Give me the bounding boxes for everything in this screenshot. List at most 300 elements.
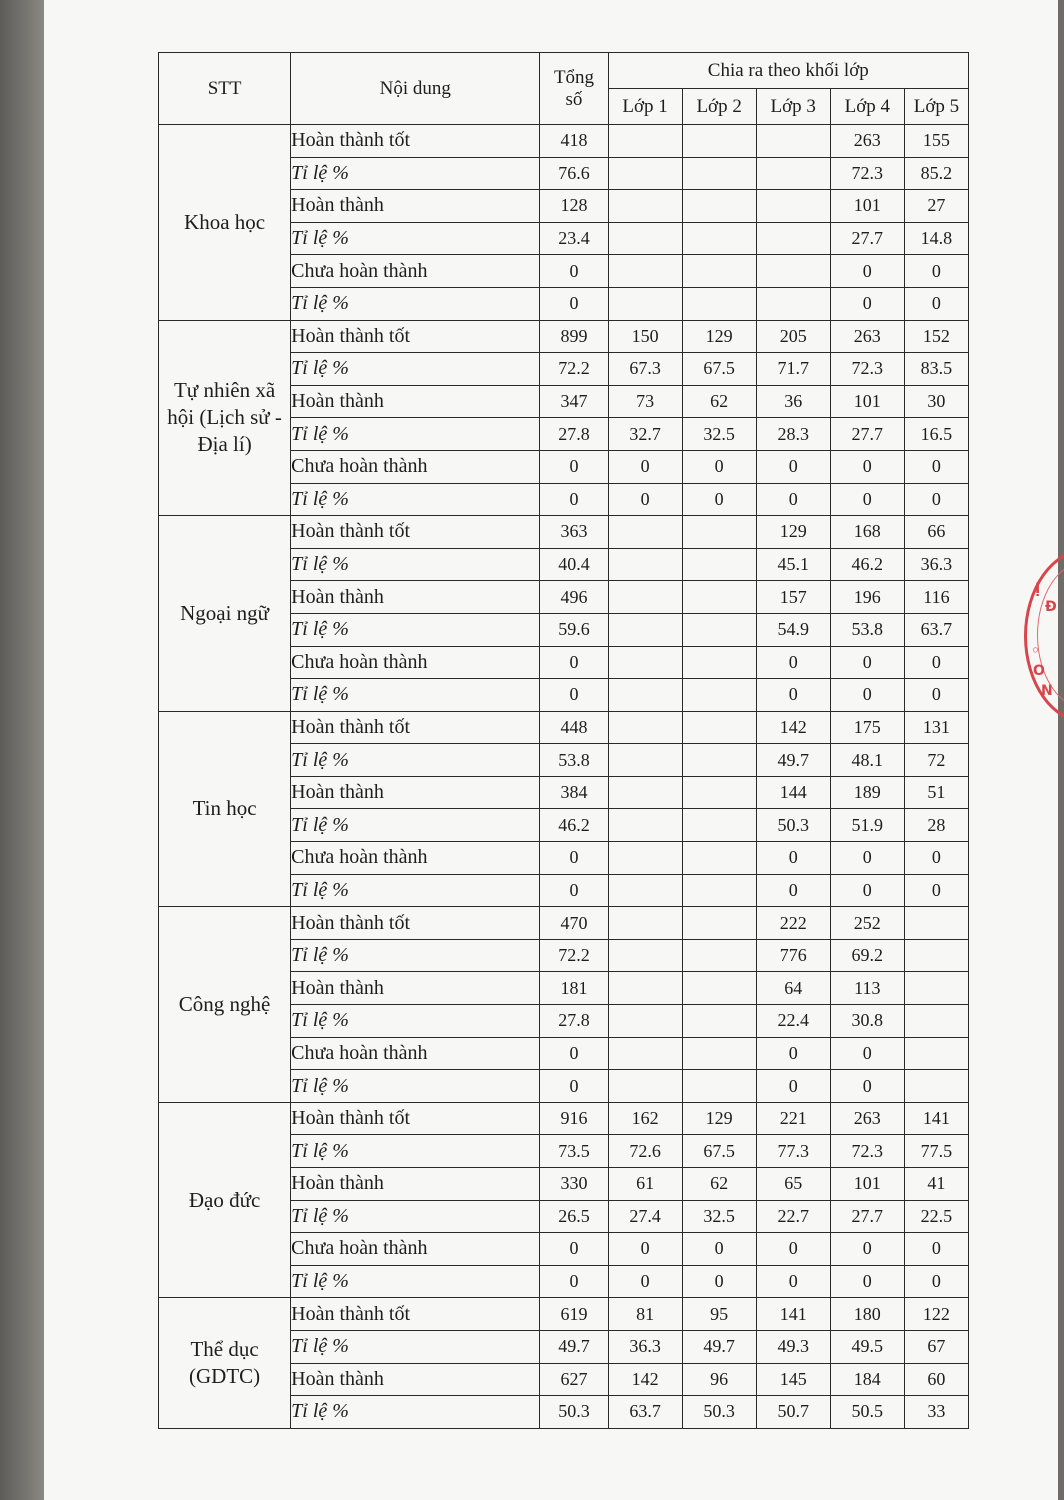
- stamp-glyph: N: [1041, 683, 1053, 699]
- grade-cell: 73: [608, 385, 682, 418]
- grade-cell: 0: [608, 1233, 682, 1266]
- grade-cell: 27: [904, 190, 968, 223]
- grade-cell: 252: [830, 907, 904, 940]
- grade-cell: 36.3: [608, 1330, 682, 1363]
- grade-cell: 0: [904, 1233, 968, 1266]
- grade-cell: 27.4: [608, 1200, 682, 1233]
- grade-cell: [756, 287, 830, 320]
- grade-cell: [608, 809, 682, 842]
- rate-label: Tỉ lệ %: [291, 1396, 540, 1429]
- grade-cell: 72.3: [830, 353, 904, 386]
- criterion-label: Hoàn thành: [291, 972, 540, 1005]
- grade-cell: 72.6: [608, 1135, 682, 1168]
- grade-cell: [608, 516, 682, 549]
- grade-cell: 116: [904, 581, 968, 614]
- grade-cell: 141: [904, 1102, 968, 1135]
- table-body: [159, 125, 969, 1429]
- criterion-label: Hoàn thành tốt: [291, 711, 540, 744]
- rate-label: Tỉ lệ %: [291, 157, 540, 190]
- grade-cell: 67.5: [682, 353, 756, 386]
- grade-cell: 32.5: [682, 1200, 756, 1233]
- grade-cell: [608, 548, 682, 581]
- header-chia-ra: Chia ra theo khối lớp: [608, 53, 968, 89]
- stamp-glyph: ◦: [1031, 643, 1040, 659]
- grade-cell: 77.3: [756, 1135, 830, 1168]
- total-cell: 23.4: [540, 222, 608, 255]
- grade-cell: [904, 972, 968, 1005]
- grade-cell: 0: [830, 842, 904, 875]
- grade-cell: [608, 613, 682, 646]
- grade-cell: 65: [756, 1168, 830, 1201]
- grade-cell: 0: [756, 842, 830, 875]
- grade-cell: 67.5: [682, 1135, 756, 1168]
- grade-cell: [608, 1070, 682, 1103]
- total-cell: 40.4: [540, 548, 608, 581]
- grade-cell: [682, 613, 756, 646]
- rate-label: Tỉ lệ %: [291, 483, 540, 516]
- grade-cell: [608, 679, 682, 712]
- grade-cell: 28.3: [756, 418, 830, 451]
- total-cell: 627: [540, 1363, 608, 1396]
- table-row: [159, 711, 969, 744]
- grade-cell: 51.9: [830, 809, 904, 842]
- grade-cell: 33: [904, 1396, 968, 1429]
- grade-cell: 27.7: [830, 222, 904, 255]
- grade-cell: 46.2: [830, 548, 904, 581]
- grade-cell: [682, 679, 756, 712]
- grade-cell: 72.3: [830, 1135, 904, 1168]
- total-cell: 27.8: [540, 1005, 608, 1038]
- subject-name: Ngoại ngữ: [159, 516, 291, 712]
- grade-cell: 221: [756, 1102, 830, 1135]
- total-cell: 619: [540, 1298, 608, 1331]
- grade-cell: 145: [756, 1363, 830, 1396]
- background-edge: [0, 0, 44, 1500]
- total-cell: 0: [540, 1265, 608, 1298]
- grade-cell: 196: [830, 581, 904, 614]
- total-cell: 0: [540, 874, 608, 907]
- criterion-label: Hoàn thành tốt: [291, 1298, 540, 1331]
- total-cell: 0: [540, 1037, 608, 1070]
- grade-cell: [682, 516, 756, 549]
- grade-cell: 95: [682, 1298, 756, 1331]
- grade-cell: 101: [830, 1168, 904, 1201]
- grade-cell: 0: [904, 646, 968, 679]
- stamp-glyph: Ị: [1035, 581, 1041, 597]
- grade-cell: 45.1: [756, 548, 830, 581]
- grade-cell: 0: [682, 483, 756, 516]
- grade-cell: 64: [756, 972, 830, 1005]
- criterion-label: Hoàn thành: [291, 190, 540, 223]
- total-cell: 448: [540, 711, 608, 744]
- grade-cell: 71.7: [756, 353, 830, 386]
- grade-cell: [904, 907, 968, 940]
- grade-cell: 54.9: [756, 613, 830, 646]
- grade-cell: [756, 125, 830, 158]
- stamp-glyph: O: [1033, 663, 1045, 679]
- grade-cell: [682, 939, 756, 972]
- grade-cell: [682, 907, 756, 940]
- grade-cell: 30.8: [830, 1005, 904, 1038]
- grade-cell: [682, 972, 756, 1005]
- rate-label: Tỉ lệ %: [291, 744, 540, 777]
- grade-cell: 22.5: [904, 1200, 968, 1233]
- grade-cell: 50.5: [830, 1396, 904, 1429]
- grade-cell: 129: [682, 1102, 756, 1135]
- grade-cell: 141: [756, 1298, 830, 1331]
- grade-cell: 27.7: [830, 418, 904, 451]
- grade-cell: 157: [756, 581, 830, 614]
- grade-cell: 61: [608, 1168, 682, 1201]
- grade-cell: 96: [682, 1363, 756, 1396]
- subject-name: Tin học: [159, 711, 291, 907]
- grade-cell: 72: [904, 744, 968, 777]
- grade-cell: 175: [830, 711, 904, 744]
- grade-cell: [608, 744, 682, 777]
- criterion-label: Chưa hoàn thành: [291, 842, 540, 875]
- grade-cell: 0: [904, 1265, 968, 1298]
- table-row: [159, 125, 969, 158]
- grade-cell: 69.2: [830, 939, 904, 972]
- grade-cell: [608, 1005, 682, 1038]
- criterion-label: Chưa hoàn thành: [291, 255, 540, 288]
- total-cell: 0: [540, 287, 608, 320]
- grade-cell: 51: [904, 776, 968, 809]
- grade-cell: 0: [830, 1037, 904, 1070]
- grade-cell: 16.5: [904, 418, 968, 451]
- criterion-label: Hoàn thành tốt: [291, 320, 540, 353]
- total-cell: 50.3: [540, 1396, 608, 1429]
- header-lop-2: Lớp 2: [682, 89, 756, 125]
- grade-cell: 28: [904, 809, 968, 842]
- grade-cell: 0: [756, 679, 830, 712]
- grade-cell: 48.1: [830, 744, 904, 777]
- grade-cell: 129: [756, 516, 830, 549]
- total-cell: 0: [540, 1233, 608, 1266]
- total-cell: 916: [540, 1102, 608, 1135]
- grade-cell: 0: [830, 646, 904, 679]
- grade-cell: 168: [830, 516, 904, 549]
- grade-cell: 0: [904, 287, 968, 320]
- grade-cell: 0: [682, 1265, 756, 1298]
- rate-label: Tỉ lệ %: [291, 939, 540, 972]
- total-cell: 26.5: [540, 1200, 608, 1233]
- grade-cell: 0: [830, 450, 904, 483]
- criterion-label: Hoàn thành: [291, 776, 540, 809]
- rate-label: Tỉ lệ %: [291, 353, 540, 386]
- grade-cell: 101: [830, 385, 904, 418]
- criterion-label: Chưa hoàn thành: [291, 1037, 540, 1070]
- grade-cell: 263: [830, 125, 904, 158]
- criterion-label: Hoàn thành tốt: [291, 1102, 540, 1135]
- criterion-label: Hoàn thành: [291, 1168, 540, 1201]
- grade-cell: [682, 125, 756, 158]
- grade-cell: 0: [756, 1037, 830, 1070]
- grade-cell: 0: [830, 287, 904, 320]
- total-cell: 470: [540, 907, 608, 940]
- grade-cell: 67.3: [608, 353, 682, 386]
- grade-cell: 263: [830, 320, 904, 353]
- rate-label: Tỉ lệ %: [291, 548, 540, 581]
- grade-cell: 49.7: [682, 1330, 756, 1363]
- grade-cell: [682, 744, 756, 777]
- grade-cell: 0: [756, 874, 830, 907]
- grade-cell: [682, 287, 756, 320]
- subject-name: Thể dục (GDTC): [159, 1298, 291, 1428]
- grade-cell: 30: [904, 385, 968, 418]
- grade-cell: [608, 874, 682, 907]
- grade-cell: 189: [830, 776, 904, 809]
- rate-label: Tỉ lệ %: [291, 1265, 540, 1298]
- grade-cell: [682, 776, 756, 809]
- grade-cell: 0: [830, 874, 904, 907]
- header-stt: STT: [159, 53, 291, 125]
- grade-cell: [904, 1037, 968, 1070]
- criterion-label: Hoàn thành tốt: [291, 125, 540, 158]
- stamp-glyph: Đ: [1045, 599, 1057, 615]
- grade-cell: [756, 157, 830, 190]
- grade-cell: 776: [756, 939, 830, 972]
- grade-cell: [682, 1037, 756, 1070]
- grade-cell: 50.3: [682, 1396, 756, 1429]
- grade-cell: 101: [830, 190, 904, 223]
- header-lop-3: Lớp 3: [756, 89, 830, 125]
- total-cell: 0: [540, 679, 608, 712]
- grade-cell: 0: [830, 1233, 904, 1266]
- grade-cell: [682, 1070, 756, 1103]
- grade-cell: 0: [608, 450, 682, 483]
- grade-cell: 144: [756, 776, 830, 809]
- grade-cell: [608, 581, 682, 614]
- grade-cell: 81: [608, 1298, 682, 1331]
- grade-cell: 63.7: [608, 1396, 682, 1429]
- total-cell: 27.8: [540, 418, 608, 451]
- rate-label: Tỉ lệ %: [291, 613, 540, 646]
- grade-cell: 50.7: [756, 1396, 830, 1429]
- grade-cell: 152: [904, 320, 968, 353]
- grade-cell: 0: [756, 450, 830, 483]
- grade-cell: [682, 157, 756, 190]
- subject-name: Tự nhiên xã hội (Lịch sử - Địa lí): [159, 320, 291, 516]
- grade-cell: 83.5: [904, 353, 968, 386]
- grade-cell: 0: [830, 1265, 904, 1298]
- table-row: [159, 320, 969, 353]
- rate-label: Tỉ lệ %: [291, 1200, 540, 1233]
- total-cell: 73.5: [540, 1135, 608, 1168]
- grade-cell: [608, 842, 682, 875]
- grade-cell: 0: [830, 1070, 904, 1103]
- grade-cell: 0: [904, 255, 968, 288]
- rate-label: Tỉ lệ %: [291, 809, 540, 842]
- grade-cell: 0: [756, 1070, 830, 1103]
- grade-cell: 0: [830, 255, 904, 288]
- grade-cell: 0: [756, 483, 830, 516]
- grade-cell: [682, 581, 756, 614]
- total-cell: 59.6: [540, 613, 608, 646]
- grade-cell: 0: [756, 646, 830, 679]
- grade-cell: 66: [904, 516, 968, 549]
- table-row: [159, 516, 969, 549]
- rate-label: Tỉ lệ %: [291, 1070, 540, 1103]
- grade-cell: 0: [682, 450, 756, 483]
- total-cell: 418: [540, 125, 608, 158]
- grade-cell: 77.5: [904, 1135, 968, 1168]
- criterion-label: Hoàn thành: [291, 1363, 540, 1396]
- subject-name: Công nghệ: [159, 907, 291, 1103]
- grade-cell: 72.3: [830, 157, 904, 190]
- grade-cell: 131: [904, 711, 968, 744]
- grade-cell: [682, 255, 756, 288]
- grade-cell: 0: [608, 483, 682, 516]
- grade-cell: [608, 287, 682, 320]
- criterion-label: Hoàn thành: [291, 385, 540, 418]
- grade-cell: [682, 874, 756, 907]
- grade-cell: [608, 939, 682, 972]
- header-lop-1: Lớp 1: [608, 89, 682, 125]
- rate-label: Tỉ lệ %: [291, 679, 540, 712]
- total-cell: 53.8: [540, 744, 608, 777]
- total-cell: 0: [540, 255, 608, 288]
- criterion-label: Hoàn thành: [291, 581, 540, 614]
- rate-label: Tỉ lệ %: [291, 418, 540, 451]
- grade-cell: 36: [756, 385, 830, 418]
- grade-cell: 184: [830, 1363, 904, 1396]
- criterion-label: Chưa hoàn thành: [291, 450, 540, 483]
- grade-cell: 205: [756, 320, 830, 353]
- total-cell: 496: [540, 581, 608, 614]
- grade-cell: [682, 646, 756, 679]
- grade-cell: 0: [830, 483, 904, 516]
- grade-cell: [682, 842, 756, 875]
- grade-cell: [608, 125, 682, 158]
- total-cell: 72.2: [540, 353, 608, 386]
- grade-cell: 0: [830, 679, 904, 712]
- grade-cell: 0: [904, 874, 968, 907]
- total-cell: 76.6: [540, 157, 608, 190]
- grade-cell: 0: [904, 483, 968, 516]
- rate-label: Tỉ lệ %: [291, 222, 540, 255]
- grade-cell: 67: [904, 1330, 968, 1363]
- grade-cell: 32.7: [608, 418, 682, 451]
- grade-cell: 113: [830, 972, 904, 1005]
- subject-name: Đạo đức: [159, 1102, 291, 1298]
- grade-cell: 41: [904, 1168, 968, 1201]
- grade-cell: 129: [682, 320, 756, 353]
- grade-cell: [682, 190, 756, 223]
- grade-cell: 122: [904, 1298, 968, 1331]
- total-cell: 181: [540, 972, 608, 1005]
- grade-cell: [904, 939, 968, 972]
- total-cell: 363: [540, 516, 608, 549]
- grade-cell: [608, 157, 682, 190]
- table-row: [159, 907, 969, 940]
- grade-cell: [608, 255, 682, 288]
- grade-cell: 62: [682, 1168, 756, 1201]
- grade-cell: 162: [608, 1102, 682, 1135]
- total-cell: 0: [540, 483, 608, 516]
- grade-cell: 0: [756, 1233, 830, 1266]
- grade-cell: [756, 255, 830, 288]
- grade-cell: 53.8: [830, 613, 904, 646]
- grade-cell: 14.8: [904, 222, 968, 255]
- grade-cell: 32.5: [682, 418, 756, 451]
- rate-label: Tỉ lệ %: [291, 1005, 540, 1038]
- grade-cell: 49.5: [830, 1330, 904, 1363]
- rate-label: Tỉ lệ %: [291, 1330, 540, 1363]
- grade-cell: 150: [608, 320, 682, 353]
- total-cell: 0: [540, 450, 608, 483]
- criterion-label: Chưa hoàn thành: [291, 646, 540, 679]
- total-cell: 330: [540, 1168, 608, 1201]
- rate-label: Tỉ lệ %: [291, 287, 540, 320]
- grade-cell: 62: [682, 385, 756, 418]
- grade-cell: 0: [682, 1233, 756, 1266]
- results-table: [158, 52, 969, 1429]
- grade-cell: 22.7: [756, 1200, 830, 1233]
- total-cell: 46.2: [540, 809, 608, 842]
- grade-cell: [608, 222, 682, 255]
- subject-name: Khoa học: [159, 125, 291, 321]
- total-cell: 0: [540, 1070, 608, 1103]
- grade-cell: 50.3: [756, 809, 830, 842]
- total-cell: 347: [540, 385, 608, 418]
- grade-cell: [608, 907, 682, 940]
- grade-cell: [682, 711, 756, 744]
- grade-cell: [682, 222, 756, 255]
- grade-cell: [756, 190, 830, 223]
- grade-cell: 180: [830, 1298, 904, 1331]
- grade-cell: 0: [904, 679, 968, 712]
- grade-cell: 85.2: [904, 157, 968, 190]
- grade-cell: [904, 1070, 968, 1103]
- grade-cell: [904, 1005, 968, 1038]
- grade-cell: 142: [756, 711, 830, 744]
- grade-cell: 263: [830, 1102, 904, 1135]
- header-lop-5: Lớp 5: [904, 89, 968, 125]
- grade-cell: [756, 222, 830, 255]
- total-cell: 384: [540, 776, 608, 809]
- grade-cell: [682, 548, 756, 581]
- total-cell: 49.7: [540, 1330, 608, 1363]
- grade-cell: 155: [904, 125, 968, 158]
- grade-cell: [608, 972, 682, 1005]
- grade-cell: 49.7: [756, 744, 830, 777]
- grade-cell: [682, 809, 756, 842]
- grade-cell: 222: [756, 907, 830, 940]
- header-lop-4: Lớp 4: [830, 89, 904, 125]
- grade-cell: 0: [756, 1265, 830, 1298]
- grade-cell: 22.4: [756, 1005, 830, 1038]
- criterion-label: Hoàn thành tốt: [291, 907, 540, 940]
- criterion-label: Hoàn thành tốt: [291, 516, 540, 549]
- grade-cell: 0: [904, 842, 968, 875]
- total-cell: 72.2: [540, 939, 608, 972]
- header-tong-so: Tổng số: [540, 53, 608, 125]
- table-row: [159, 1102, 969, 1135]
- total-cell: 0: [540, 646, 608, 679]
- total-cell: 128: [540, 190, 608, 223]
- grade-cell: 49.3: [756, 1330, 830, 1363]
- rate-label: Tỉ lệ %: [291, 1135, 540, 1168]
- header-noi-dung: Nội dung: [291, 53, 540, 125]
- rate-label: Tỉ lệ %: [291, 874, 540, 907]
- total-cell: 0: [540, 842, 608, 875]
- grade-cell: 63.7: [904, 613, 968, 646]
- grade-cell: 27.7: [830, 1200, 904, 1233]
- grade-cell: 0: [608, 1265, 682, 1298]
- grade-cell: [608, 1037, 682, 1070]
- table-row: [159, 1298, 969, 1331]
